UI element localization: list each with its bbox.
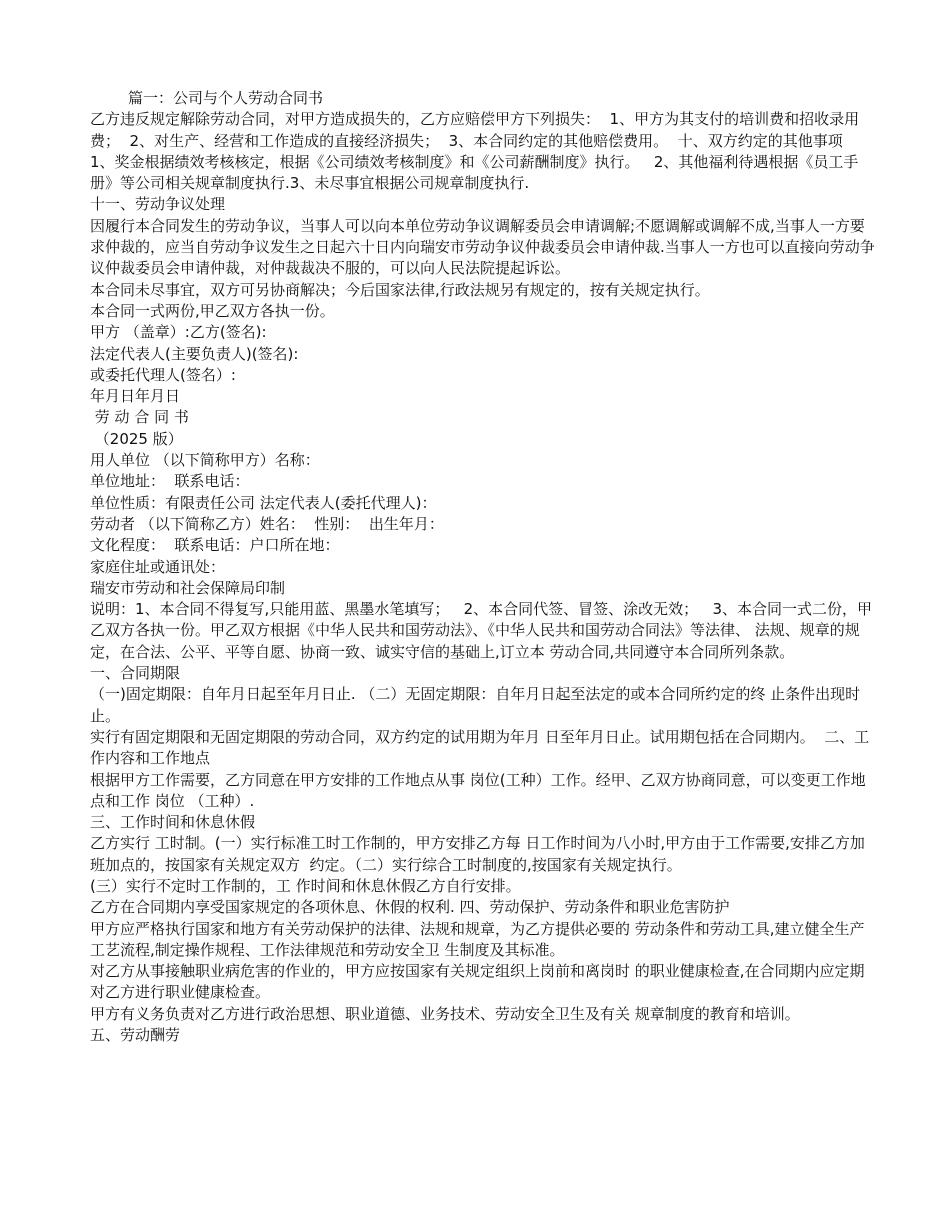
paragraph: （一)固定期限：自年月日起至年月日止. （二）无固定期限：自年月日起至法定的或本合同所约定的终 止条件出现时止。 <box>90 685 861 725</box>
section-heading: 三、工作时间和休息休假 <box>90 813 256 832</box>
paragraph: 说明：1、本合同不得复写,只能用蓝、黑墨水笔填写； 2、本合同代签、冒签、涂改无效； 3、本合同一式二份，甲乙双方各执一份。甲乙双方根据《中华人民共和国劳动法》、《中华人民共和国劳动合同法》等法律、 法规、规章的规定，在合法、公平、平等自愿、协商一致、诚实守信的基础上,订立本 劳动合同,共同遵守本合同所列条款。 <box>90 600 873 661</box>
section-heading: 一、合同期限 <box>90 664 181 683</box>
publisher-line: 瑞安市劳动和社会保障局印制 <box>90 578 286 597</box>
form-field-line: 单位地址： 联系电话： <box>90 472 250 491</box>
signature-line: 甲方 （盖章）:乙方(签名): <box>90 323 267 342</box>
signature-line: 或委托代理人(签名）: <box>90 365 236 384</box>
paragraph: 甲方有义务负责对乙方进行政治思想、职业道德、业务技术、劳动安全卫生及有关 规章制度的教育和培训。 <box>90 1004 800 1023</box>
paragraph: 乙方违反规定解除劳动合同，对甲方造成损失的，乙方应赔偿甲方下列损失： 1、甲方为其支付的培训费和招收录用费； 2、对生产、经营和工作造成的直接经济损失； 3、本合同约定的其他赔偿费用。 十、双方约定的其他事项 <box>90 110 860 150</box>
section-heading: 五、劳动酬劳 <box>90 1026 181 1045</box>
document-heading: 篇一：公司与个人劳动合同书 <box>128 89 324 107</box>
paragraph: 实行有固定期限和无固定期限的劳动合同，双方约定的试用期为年月 日至年月日止。试用期包括在合同期内。 二、工作内容和工作地点 <box>90 727 870 768</box>
form-field-line: 单位性质：有限责任公司 法定代表人(委托代理人)： <box>90 493 437 512</box>
contract-edition: （2025 版） <box>90 429 183 448</box>
paragraph: 甲方应严格执行国家和地方有关劳动保护的法律、法规和规章，为乙方提供必要的 劳动条件和劳动工具,建立健全生产工艺流程,制定操作规程、工作法律规范和劳动安全卫 生制度及其标准。 <box>90 919 865 959</box>
section-heading: 十一、劳动争议处理 <box>90 195 226 214</box>
form-field-line: 用人单位 （以下简称甲方）名称： <box>90 451 320 470</box>
form-field-line: 家庭住址或通讯处： <box>90 557 226 576</box>
paragraph: 本合同一式两份,甲乙双方各执一份。 <box>90 301 335 320</box>
form-field-line: 文化程度： 联系电话：户口所在地： <box>90 536 340 555</box>
paragraph: 1、奖金根据绩效考核核定，根据《公司绩效考核制度》和《公司薪酬制度》执行。 2、其他福利待遇根据《员工手册》等公司相关规章制度执行.3、未尽事宜根据公司规章制度执行. <box>90 152 859 193</box>
contract-title: 劳 动 合 同 书 <box>90 408 189 427</box>
paragraph: 乙方实行 工时制。(一）实行标准工时工作制的，甲方安排乙方每 日工作时间为八小时,甲方由于工作需要,安排乙方加班加点的，按国家有关规定双方 约定。（二）实行综合工时制度的,按国家有关规定执行。 <box>90 834 865 874</box>
paragraph: 乙方在合同期内享受国家规定的各项休息、休假的权利. 四、劳动保护、劳动条件和职业危害防护 <box>90 898 730 917</box>
signature-line: 法定代表人(主要负责人)(签名): <box>90 344 299 363</box>
paragraph: 根据甲方工作需要，乙方同意在甲方安排的工作地点从事 岗位(工种）工作。经甲、乙双方协商同意，可以变更工作地点和工作 岗位 （工种）. <box>90 770 866 810</box>
paragraph: 对乙方从事接触职业病危害的作业的，甲方应按国家有关规定组织上岗前和离岗时 的职业健康检查,在合同期内应定期对乙方进行职业健康检查。 <box>90 962 865 1002</box>
date-line: 年月日年月日 <box>90 387 181 406</box>
paragraph: (三）实行不定时工作制的，工 作时间和休息休假乙方自行安排。 <box>90 876 521 895</box>
paragraph: 本合同未尽事宜，双方可另协商解决；今后国家法律,行政法规另有规定的，按有关规定执行。 <box>90 280 710 299</box>
paragraph: 因履行本合同发生的劳动争议，当事人可以向本单位劳动争议调解委员会申请调解;不愿调解或调解不成,当事人一方要求仲裁的，应当自劳动争议发生之日起六十日内向瑞安市劳动争议仲裁委员会申请仲裁.当事人一方也可以直接向劳动争议仲裁委员会申请仲裁，对仲裁裁决不服的，可以向人民法院提起诉讼。 <box>90 216 875 278</box>
form-field-line: 劳动者 （以下简称乙方）姓名： 性别： 出生年月： <box>90 514 444 533</box>
